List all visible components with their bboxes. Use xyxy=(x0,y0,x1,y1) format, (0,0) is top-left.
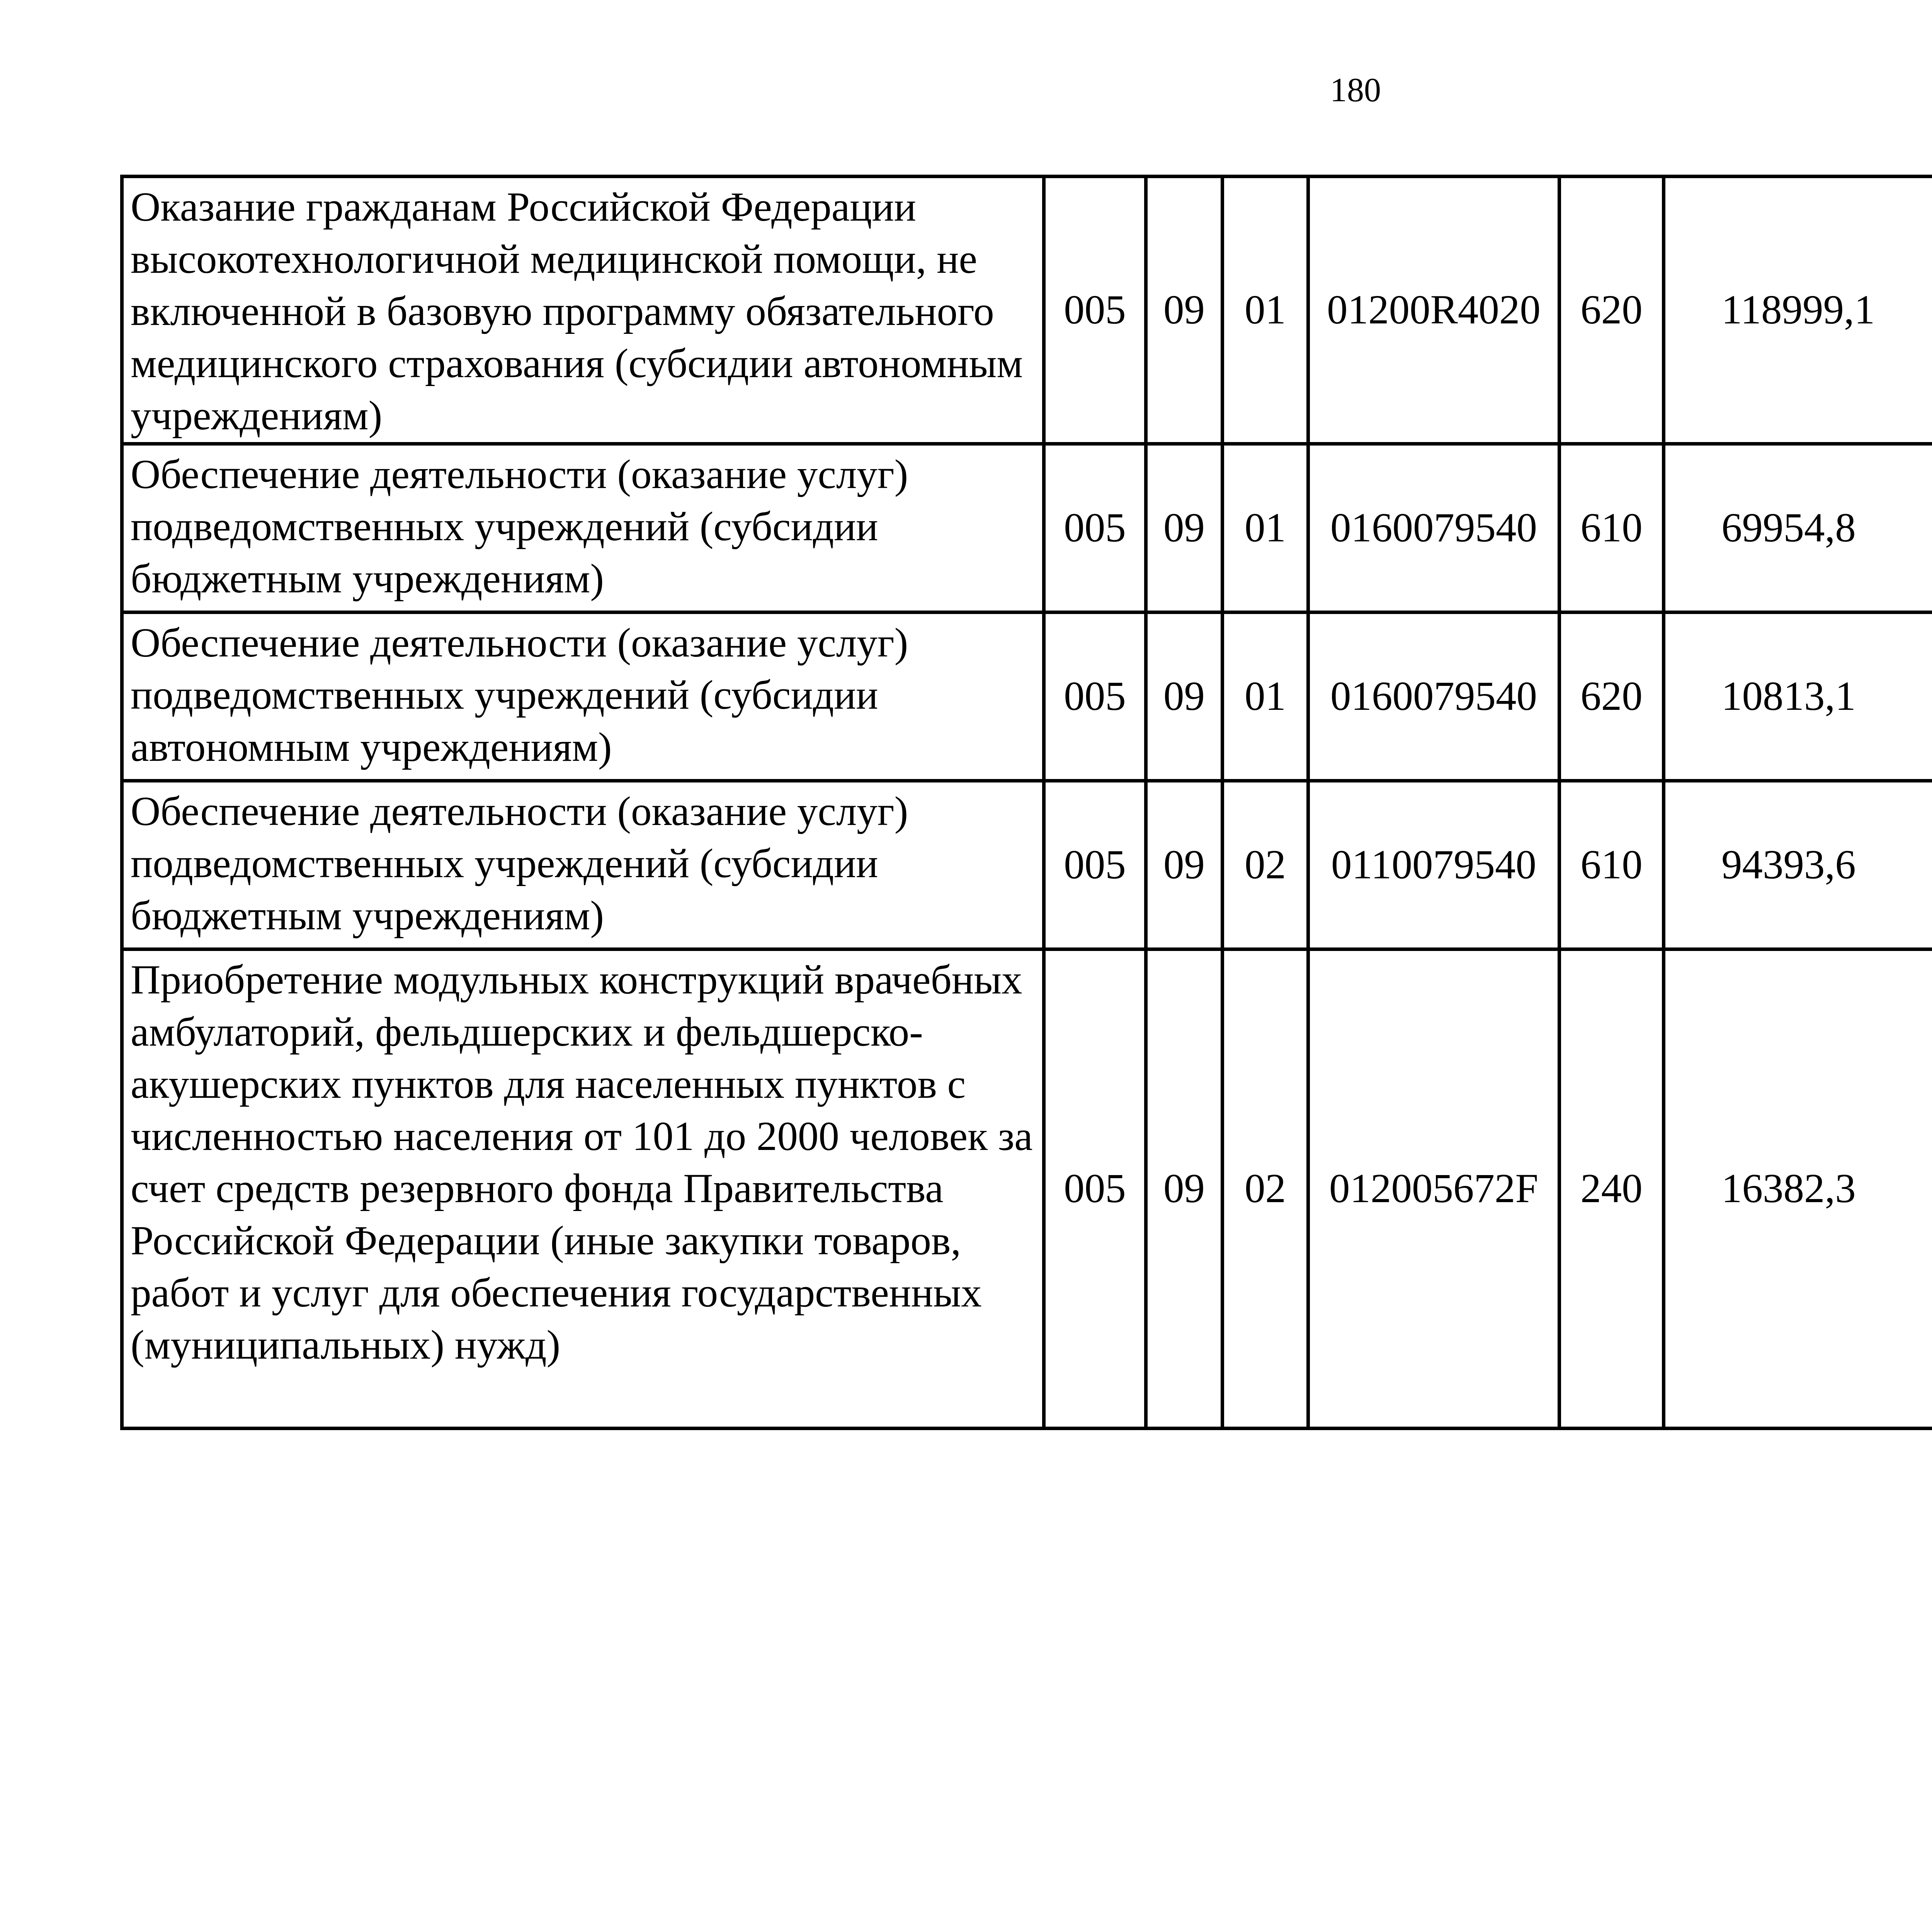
row-name: Приобретение модульных конструкций врачебных амбулаторий, фельдшерских и фельдшерско-акушерских пунктов для населенных пунктов с численностью населения от 101 до 2000 человек за счет средств резервного фонда Правительства Российской Федерации (иные закупки товаров, работ и услуг для обеспечения государственных (муниципальных) нужд) xyxy=(122,949,1044,1429)
amount-1: 118999,1 xyxy=(1664,177,1932,444)
target-article-code: 0160079540 xyxy=(1308,612,1560,781)
subsection-code: 01 xyxy=(1223,444,1308,612)
target-article-code: 01200R4020 xyxy=(1308,177,1560,444)
row-name: Обеспечение деятельности (оказание услуг) подведомственных учреждений (субсидии бюджетным учреждениям) xyxy=(122,444,1044,612)
ministry-code: 005 xyxy=(1044,949,1146,1429)
expense-type-code: 610 xyxy=(1560,781,1664,949)
amount-1: 16382,3 xyxy=(1664,949,1932,1429)
target-article-code: 0160079540 xyxy=(1308,444,1560,612)
subsection-code: 01 xyxy=(1223,177,1308,444)
ministry-code: 005 xyxy=(1044,781,1146,949)
page-number: 180 xyxy=(1330,71,1381,109)
expense-type-code: 240 xyxy=(1560,949,1664,1429)
amount-1: 94393,6 xyxy=(1664,781,1932,949)
section-code: 09 xyxy=(1146,781,1223,949)
amount-1: 10813,1 xyxy=(1664,612,1932,781)
row-name: Оказание гражданам Российской Федерации высокотехнологичной медицинской помощи, не включенной в базовую программу обязательного медицинского страхования (субсидии автономным учреждениям) xyxy=(122,177,1044,444)
ministry-code: 005 xyxy=(1044,177,1146,444)
target-article-code: 0110079540 xyxy=(1308,781,1560,949)
table-row xyxy=(122,612,1932,781)
section-code: 09 xyxy=(1146,949,1223,1429)
expense-type-code: 620 xyxy=(1560,177,1664,444)
ministry-code: 005 xyxy=(1044,612,1146,781)
subsection-code: 01 xyxy=(1223,612,1308,781)
table-row xyxy=(122,177,1932,444)
row-name: Обеспечение деятельности (оказание услуг) подведомственных учреждений (субсидии автономным учреждениям) xyxy=(122,612,1044,781)
section-code: 09 xyxy=(1146,177,1223,444)
row-name: Обеспечение деятельности (оказание услуг) подведомственных учреждений (субсидии бюджетным учреждениям) xyxy=(122,781,1044,949)
amount-1: 69954,8 xyxy=(1664,444,1932,612)
budget-table xyxy=(120,175,1932,1430)
subsection-code: 02 xyxy=(1223,781,1308,949)
table-row xyxy=(122,949,1932,1429)
section-code: 09 xyxy=(1146,444,1223,612)
expense-type-code: 610 xyxy=(1560,444,1664,612)
table-row xyxy=(122,781,1932,949)
subsection-code: 02 xyxy=(1223,949,1308,1429)
expense-type-code: 620 xyxy=(1560,612,1664,781)
ministry-code: 005 xyxy=(1044,444,1146,612)
table-row xyxy=(122,444,1932,612)
section-code: 09 xyxy=(1146,612,1223,781)
target-article-code: 012005672F xyxy=(1308,949,1560,1429)
